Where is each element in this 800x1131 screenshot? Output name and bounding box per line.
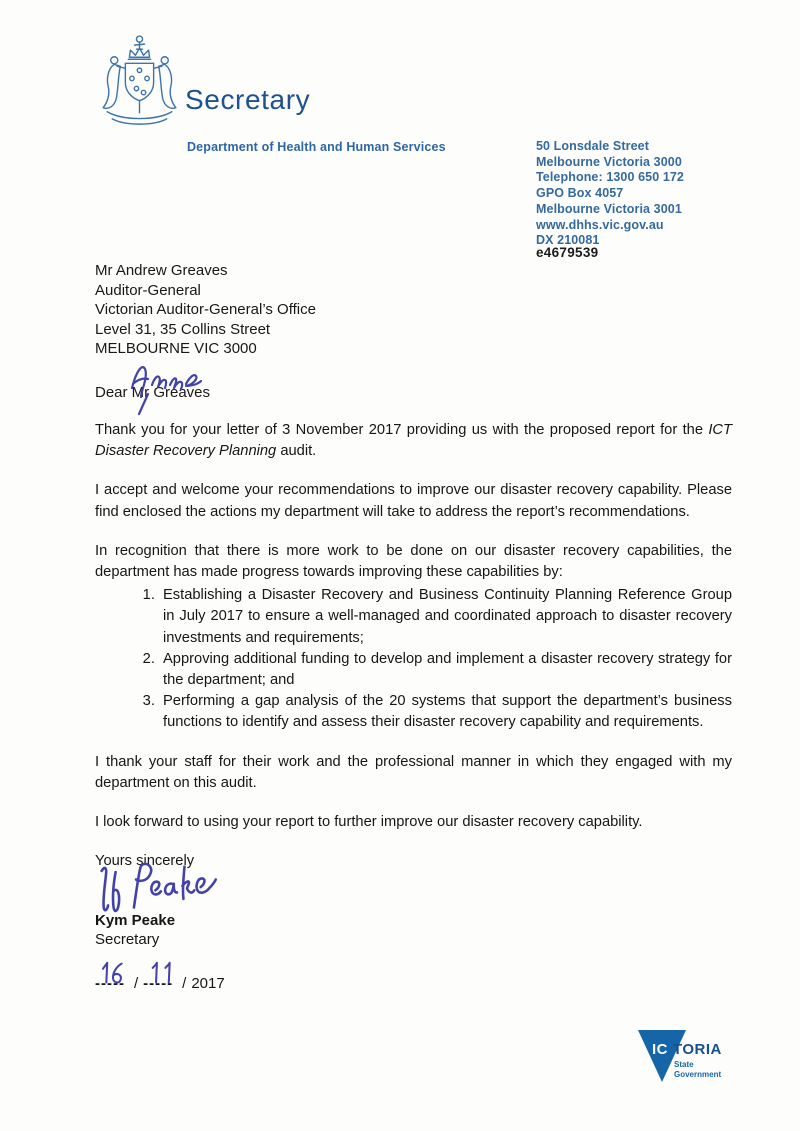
paragraph-look-forward: I look forward to using your report to further improve our disaster recovery capability. (95, 814, 643, 831)
date-line (95, 952, 225, 992)
contact-line-gpo-city: Melbourne Victoria 3001 (536, 201, 682, 216)
coat-of-arms-icon (92, 32, 188, 138)
recipient-name: Mr Andrew Greaves (95, 262, 228, 279)
audit-title: ICT Disaster Recovery Planning (95, 422, 732, 460)
paragraph-accept: I accept and welcome your recommendations to improve our disaster recovery capability. Please find enclosed the actions my department will take to address the report’s recommendations. (95, 482, 732, 520)
page-title: Secretary (185, 84, 311, 115)
recipient-city: MELBOURNE VIC 3000 (95, 340, 257, 358)
logo-tagline-government: Government (674, 1069, 722, 1079)
list-item-funding: 2. Approving additional funding to develop and implement a disaster recovery strategy for the department; and (159, 649, 732, 691)
logo-tagline (674, 1060, 721, 1079)
paragraph-thank-you (95, 420, 732, 462)
contact-line-website: www.dhhs.vic.gov.au (536, 217, 664, 232)
logo-word: TORIA (673, 1041, 722, 1058)
recipient-office: Victorian Auditor-General’s Office (95, 301, 316, 319)
contact-line-dx: DX 210081 (536, 233, 600, 248)
closing: Yours sincerely (95, 853, 195, 870)
date-day-blank (95, 952, 129, 992)
date-year: 2017 (191, 975, 225, 992)
contact-block (536, 139, 684, 249)
date-separator-2: / (182, 975, 187, 992)
list-item-gap-analysis: 3. Performing a gap analysis of the 20 systems that support the department’s business functions to identify and assess their disaster recovery capability and requirements. (159, 691, 732, 733)
department-name: Department of Health and Human Services (187, 140, 446, 154)
recipient-block (95, 261, 316, 359)
contact-line-street: 50 Lonsdale Street (536, 139, 649, 153)
date-day-dashes: ----- (95, 975, 125, 992)
recipient-street: Level 31, 35 Collins Street (95, 320, 271, 338)
recipient-role: Auditor-General (95, 281, 201, 299)
contact-line-gpo: GPO Box 4057 (536, 186, 624, 201)
contact-line-telephone: Telephone: 1300 650 172 (536, 170, 684, 185)
reference-number: e4679539 (536, 245, 599, 260)
progress-list (95, 585, 732, 733)
paragraph-thank-you-text: Thank you for your letter of 3 November 2017 providing us with the proposed report for the (95, 422, 709, 438)
signatory-title: Secretary (95, 931, 160, 948)
logo-tagline-state: State (674, 1060, 694, 1069)
contact-line-city: Melbourne Victoria 3000 (536, 154, 682, 169)
salutation: Dear Mr Greaves (95, 384, 211, 401)
signatory-name: Kym Peake (95, 912, 176, 929)
victoria-state-government-logo (630, 1026, 740, 1090)
paragraph-thank-you-suffix: audit. (276, 443, 317, 460)
paragraph-progress: In recognition that there is more work to be done on our disaster recovery capabilities, the department has made progress towards improving these capabilities by: (95, 542, 732, 581)
letter-body (95, 420, 732, 890)
date-month-blank (143, 952, 177, 992)
date-separator: / (134, 975, 139, 992)
logo-word-on-triangle: IC (652, 1041, 668, 1058)
date-month-dashes: ----- (143, 975, 174, 992)
list-item-reference-group: 1. Establishing a Disaster Recovery and Business Continuity Planning Reference Group in July 2017 to ensure a well-managed and coordinated approach to disaster recovery investments and requirements; (159, 585, 732, 649)
signature-image (93, 858, 233, 916)
paragraph-staff-thanks: I thank your staff for their work and the professional manner in which they engaged with my department on this audit. (95, 753, 732, 791)
